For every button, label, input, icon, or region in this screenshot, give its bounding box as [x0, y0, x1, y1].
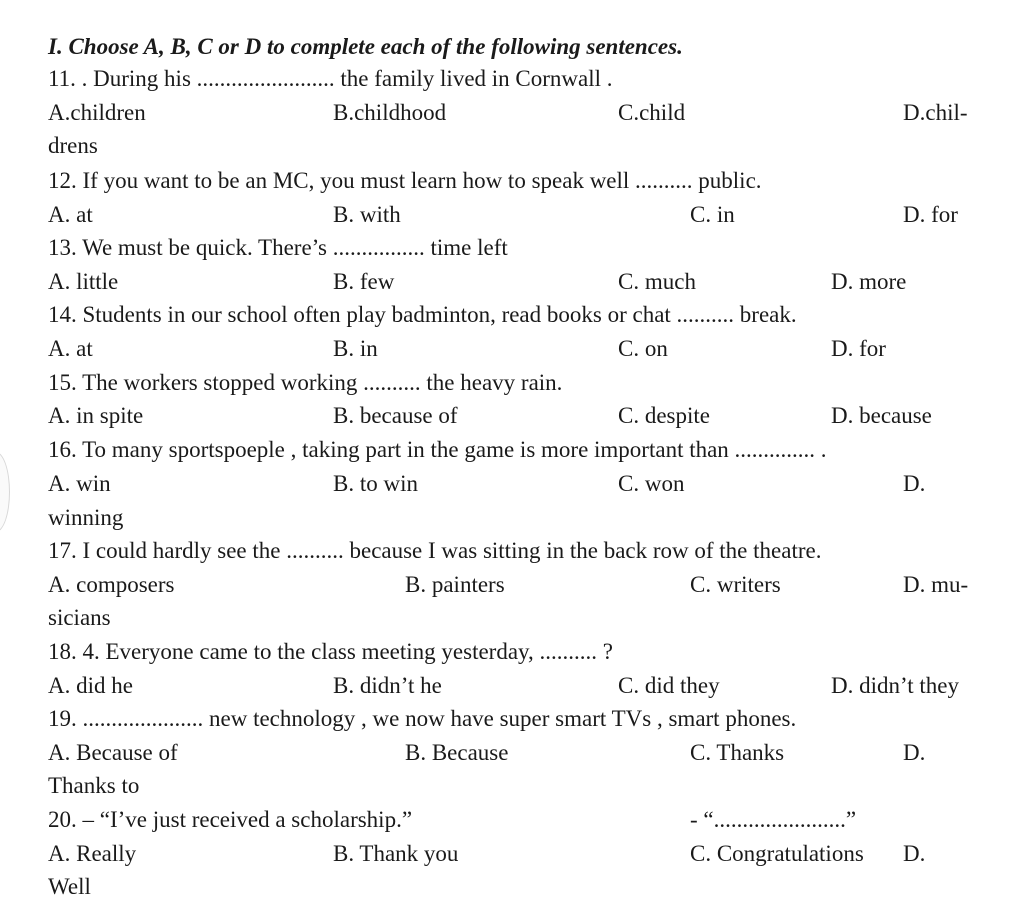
- q19-option-c[interactable]: C. Thanks: [690, 740, 785, 765]
- q15-option-c[interactable]: C. despite: [618, 403, 710, 428]
- q12-option-d[interactable]: D. for: [903, 202, 958, 227]
- q11-option-a[interactable]: A.children: [48, 100, 146, 125]
- q11-option-c[interactable]: C.child: [618, 100, 686, 125]
- q17-option-b[interactable]: B. painters: [405, 572, 505, 597]
- q14-option-b[interactable]: B. in: [333, 336, 378, 361]
- q14-option-c[interactable]: C. on: [618, 336, 668, 361]
- q18-option-d[interactable]: D. didn’t they: [831, 673, 959, 698]
- q17-stem: 17. I could hardly see the .......... because I was sitting in the back row of the theatre.: [48, 538, 822, 563]
- q11-option-b[interactable]: B.childhood: [333, 100, 447, 125]
- q18-option-b[interactable]: B. didn’t he: [333, 673, 442, 698]
- q12-option-a[interactable]: A. at: [48, 202, 93, 227]
- q20-option-b[interactable]: B. Thank you: [333, 841, 459, 866]
- q18-option-a[interactable]: A. did he: [48, 673, 133, 698]
- q13-option-b[interactable]: B. few: [333, 269, 395, 294]
- q16-option-b[interactable]: B. to win: [333, 471, 418, 496]
- q14-stem: 14. Students in our school often play badminton, read books or chat .......... break.: [48, 302, 797, 327]
- q16-stem: 16. To many sportspoeple , taking part in the game is more important than .............. .: [48, 437, 827, 462]
- q16-option-a[interactable]: A. win: [48, 471, 111, 496]
- section-heading: I. Choose A, B, C or D to complete each of the following sentences.: [48, 34, 683, 59]
- q19-option-a[interactable]: A. Because of: [48, 740, 178, 765]
- q20-stem: 20. – “I’ve just received a scholarship.”: [48, 807, 413, 832]
- q20-option-d[interactable]: D.: [903, 841, 926, 866]
- q19-option-b[interactable]: B. Because: [405, 740, 509, 765]
- q12-option-c[interactable]: C. in: [690, 202, 735, 227]
- q20-option-a[interactable]: A. Really: [48, 841, 137, 866]
- q17-option-d[interactable]: D. mu-: [903, 572, 969, 597]
- q14-option-a[interactable]: A. at: [48, 336, 93, 361]
- q11-option-d[interactable]: D.chil-: [903, 100, 968, 125]
- q19-stem: 19. ..................... new technology , we now have super smart TVs , smart phones.: [48, 706, 797, 731]
- q17-option-d-wrap[interactable]: sicians: [48, 605, 111, 630]
- q14-option-d[interactable]: D. for: [831, 336, 886, 361]
- q16-option-d-wrap[interactable]: winning: [48, 505, 124, 530]
- q15-option-d[interactable]: D. because: [831, 403, 932, 428]
- q18-option-c[interactable]: C. did they: [618, 673, 720, 698]
- q19-option-d[interactable]: D.: [903, 740, 926, 765]
- q16-option-d[interactable]: D.: [903, 471, 926, 496]
- q12-stem: 12. If you want to be an MC, you must learn how to speak well .......... public.: [48, 168, 762, 193]
- q15-option-a[interactable]: A. in spite: [48, 403, 144, 428]
- q19-option-d-wrap[interactable]: Thanks to: [48, 773, 140, 798]
- q11-stem: 11. . During his ........................ the family lived in Cornwall .: [48, 66, 613, 91]
- q13-option-d[interactable]: D. more: [831, 269, 907, 294]
- q16-option-c[interactable]: C. won: [618, 471, 685, 496]
- q15-stem: 15. The workers stopped working .......... the heavy rain.: [48, 370, 563, 395]
- q20-option-c[interactable]: C. Congratulations: [690, 841, 864, 866]
- q18-stem: 18. 4. Everyone came to the class meeting yesterday, .......... ?: [48, 639, 614, 664]
- page-edge-shadow: [0, 452, 10, 532]
- q17-option-a[interactable]: A. composers: [48, 572, 175, 597]
- q11-option-d-wrap[interactable]: drens: [48, 133, 98, 158]
- q12-option-b[interactable]: B. with: [333, 202, 401, 227]
- q17-option-c[interactable]: C. writers: [690, 572, 781, 597]
- q15-option-b[interactable]: B. because of: [333, 403, 458, 428]
- q13-stem: 13. We must be quick. There’s ................ time left: [48, 235, 508, 260]
- q20-option-d-wrap[interactable]: Well: [48, 874, 91, 899]
- q13-option-a[interactable]: A. little: [48, 269, 119, 294]
- q13-option-c[interactable]: C. much: [618, 269, 696, 294]
- q20-reply: - “.......................”: [690, 807, 857, 832]
